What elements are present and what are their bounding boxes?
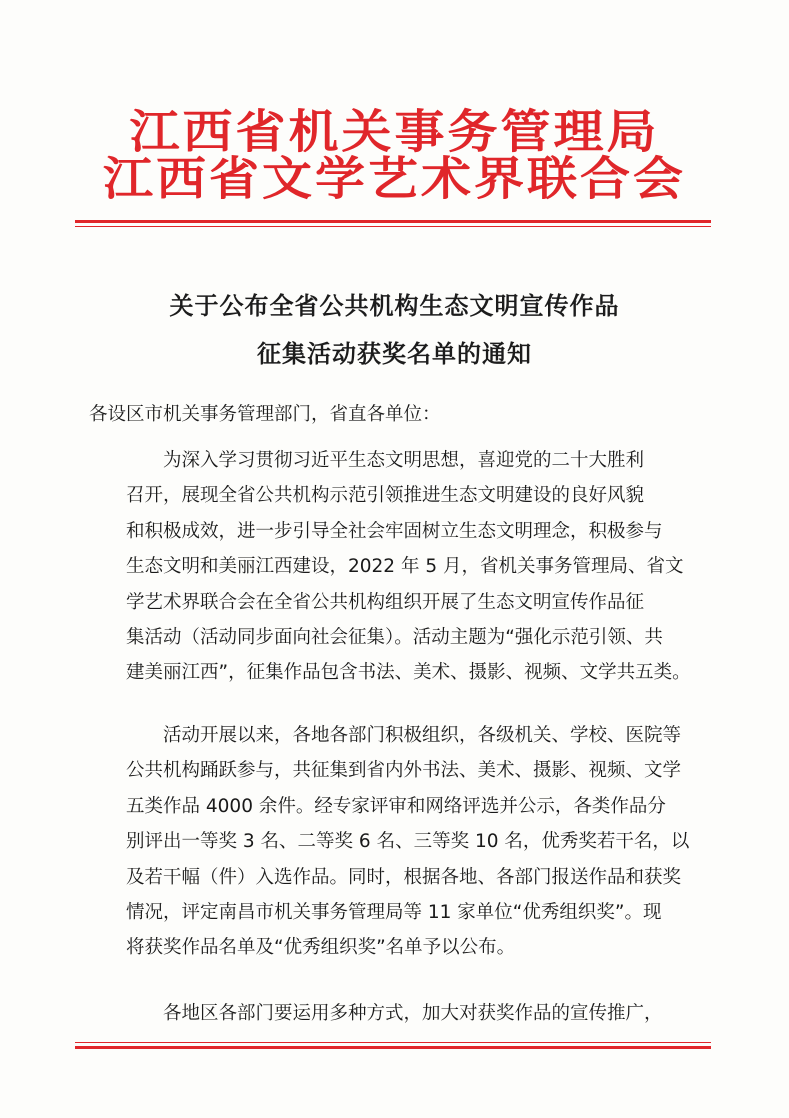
letterhead-rule-thick — [75, 220, 711, 223]
paragraph-line: 各地区各部门要运用多种方式，加大对获奖作品的宣传推广， — [163, 1003, 663, 1024]
paragraph-line: 为深入学习贯彻习近平生态文明思想，喜迎党的二十大胜利 — [163, 450, 645, 471]
footer-rule-thick — [75, 1046, 711, 1049]
paragraph-line: 情况，评定南昌市机关事务管理局等 11 家单位“优秀组织奖”。现 — [126, 902, 662, 924]
paragraph-line: 学艺术界联合会在全省公共机构组织开展了生态文明宣传作品征 — [126, 591, 645, 613]
letterhead-line-2: 江西省文学艺术界联合会 — [103, 151, 686, 206]
letterhead-rule-thin — [75, 226, 711, 227]
paragraph-line: 生态文明和美丽江西建设，2022 年 5 月，省机关事务管理局、省文 — [126, 556, 684, 578]
paragraph-line: 集活动（活动同步面向社会征集）。活动主题为“强化示范引领、共 — [126, 627, 663, 649]
paragraph-line: 公共机构踊跃参与，共征集到省内外书法、美术、摄影、视频、文学 — [126, 760, 682, 782]
paragraph-line: 召开，展现全省公共机构示范引领推进生态文明建设的良好风貌 — [126, 485, 645, 507]
paragraph-line: 活动开展以来，各地各部门积极组织，各级机关、学校、医院等 — [163, 725, 682, 746]
paragraph-2 — [89, 718, 699, 966]
paragraph-line: 五类作品 4000 余件。经专家评审和网络评选并公示，各类作品分 — [126, 795, 666, 817]
footer-rule-thin — [75, 1042, 711, 1043]
letterhead-line-1: 江西省机关事务管理局 — [129, 104, 660, 159]
notice-title-line-2: 征集活动获奖名单的通知 — [257, 339, 532, 368]
paragraph-line: 及若干幅（件）入选作品。同时，根据各地、各部门报送作品和获奖 — [126, 866, 682, 888]
paragraph-line: 和积极成效，进一步引导全社会牢固树立生态文明理念，积极参与 — [126, 520, 663, 542]
salutation: 各设区市机关事务管理部门，省直各单位： — [89, 404, 441, 425]
paragraph-line: 将获奖作品名单及“优秀组织奖”名单予以公布。 — [126, 937, 516, 959]
paragraph-1 — [89, 443, 699, 691]
paragraph-line: 别评出一等奖 3 名、二等奖 6 名、三等奖 10 名，优秀奖若干名，以 — [126, 831, 690, 853]
paragraph-3 — [89, 996, 699, 1031]
notice-title-line-1: 关于公布全省公共机构生态文明宣传作品 — [169, 291, 620, 320]
paragraph-line: 建美丽江西”，征集作品包含书法、美术、摄影、视频、文学共五类。 — [126, 662, 691, 684]
